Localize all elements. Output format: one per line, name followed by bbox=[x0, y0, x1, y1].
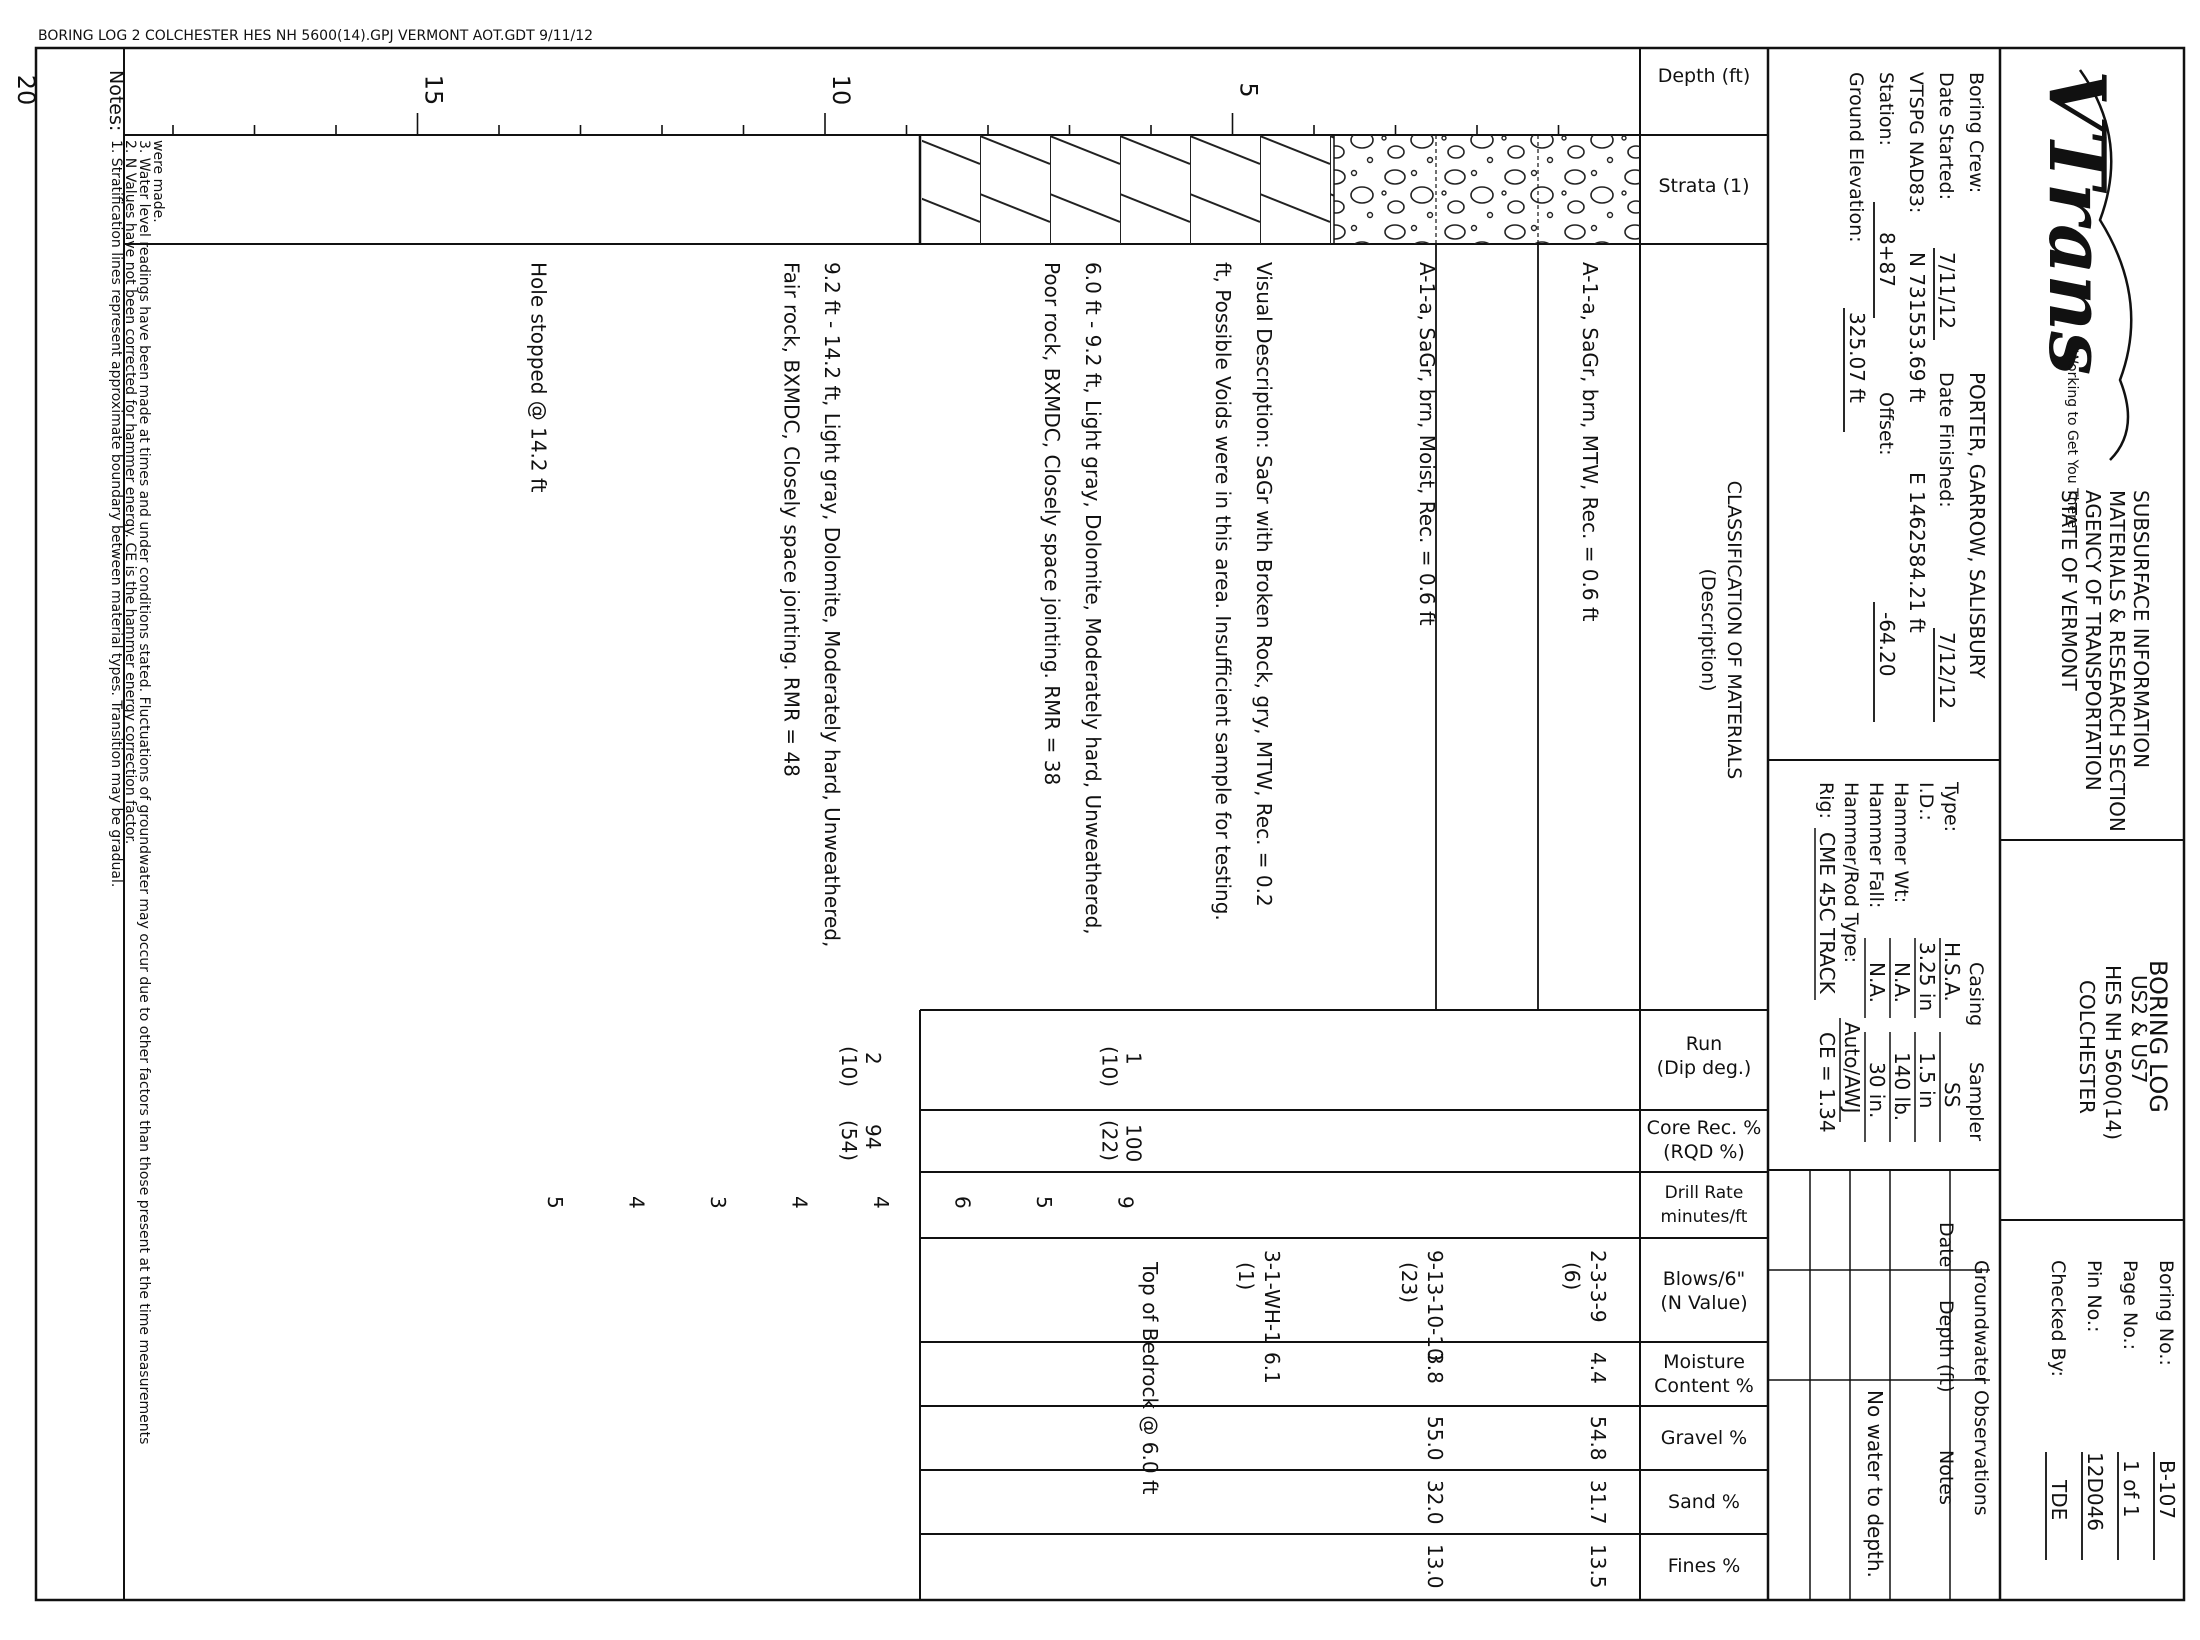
casing-id: 3.25 in bbox=[1915, 942, 1939, 1012]
boring-info bbox=[1844, 72, 1989, 722]
drill-header-1: Drill Rate bbox=[1664, 1183, 1744, 1203]
date-started-value: 7/11/12 bbox=[1935, 252, 1959, 330]
agency-line-4: SUBSURFACE INFORMATION bbox=[2129, 490, 2153, 769]
agency-line-1: STATE OF VERMONT bbox=[2057, 490, 2081, 691]
notes-label: Notes: bbox=[105, 70, 127, 132]
drill-rate-value: 4 bbox=[787, 1196, 812, 1209]
n-value: (6) bbox=[1560, 1262, 1585, 1291]
moisture-header-1: Moisture bbox=[1663, 1351, 1745, 1373]
easting-value: E 1462584.21 ft bbox=[1905, 472, 1929, 633]
depth-tick-label: 20 bbox=[12, 74, 40, 106]
description-line: A-1-a, SaGr, brn, Moist, Rec. = 0.6 ft bbox=[1414, 262, 1439, 626]
description-line: Poor rock, BXMDC, Closely space jointing. RMR = 38 bbox=[1040, 262, 1065, 786]
date-finished-label: Date Finished: bbox=[1935, 372, 1957, 508]
fines-value: 13.0 bbox=[1423, 1544, 1448, 1589]
sand-value: 32.0 bbox=[1423, 1480, 1448, 1525]
drill-rate-value: 5 bbox=[542, 1196, 567, 1209]
groundwater-title: Groundwater Observations bbox=[1970, 1260, 1992, 1516]
type-label: Type: bbox=[1940, 782, 1962, 833]
pin-no-value: 12D046 bbox=[2083, 1452, 2107, 1532]
sampler-id: 1.5 in bbox=[1915, 1052, 1939, 1109]
fines-header: Fines % bbox=[1667, 1555, 1741, 1577]
gravel-value: 54.8 bbox=[1586, 1416, 1611, 1461]
file-header: BORING LOG 2 COLCHESTER HES NH 5600(14).GPJ VERMONT AOT.GDT 9/11/12 bbox=[38, 28, 594, 44]
blows-header-1: Blows/6" bbox=[1662, 1268, 1746, 1290]
core-rqd: (54) bbox=[836, 1120, 861, 1162]
core-recovery: 94 bbox=[860, 1124, 885, 1150]
sand-header: Sand % bbox=[1668, 1491, 1740, 1513]
classification-header-2: (Description) bbox=[1697, 568, 1719, 692]
top-of-bedrock-label: Top of Bedrock @ 6.0 ft bbox=[1137, 1262, 1162, 1495]
log-grid bbox=[124, 48, 1768, 1600]
depth-scale bbox=[0, 75, 1640, 135]
depth-tick-label: 10 bbox=[827, 74, 855, 106]
equipment-info bbox=[1815, 781, 1987, 1142]
gw-notes-header: Notes bbox=[1935, 1450, 1957, 1505]
description-line: 9.2 ft - 14.2 ft, Light gray, Dolomite, Moderately hard, Unweathered, bbox=[820, 262, 844, 948]
moisture-value: 3.8 bbox=[1423, 1352, 1448, 1384]
note-4: were made. bbox=[150, 140, 166, 223]
sand-value: 31.7 bbox=[1586, 1480, 1611, 1525]
run-number: 1 bbox=[1121, 1052, 1146, 1065]
rig-value: CME 45C TRACK bbox=[1815, 832, 1839, 994]
agency-line-3: MATERIALS & RESEARCH SECTION bbox=[2105, 490, 2129, 832]
gw-note: No water to depth. bbox=[1863, 1390, 1887, 1578]
moisture-header-2: Content % bbox=[1654, 1375, 1754, 1397]
n-value: (1) bbox=[1234, 1262, 1259, 1291]
date-finished-value: 7/12/12 bbox=[1935, 632, 1959, 710]
casing-header: Casing bbox=[1965, 962, 1987, 1027]
agency-line-2: AGENCY OF TRANSPORTATION bbox=[2081, 490, 2105, 791]
boring-crew-label: Boring Crew: bbox=[1965, 72, 1987, 194]
id-label: I.D.: bbox=[1915, 782, 1937, 821]
casing-wt: N.A. bbox=[1890, 962, 1914, 1004]
drill-rate-value: 3 bbox=[705, 1196, 730, 1209]
project-line-1: COLCHESTER bbox=[2075, 980, 2099, 1114]
vtrans-logo bbox=[2031, 70, 2131, 528]
description-line: ft, Possible Voids were in this area. Insufficient sample for testing. bbox=[1211, 262, 1236, 921]
run-dip: (10) bbox=[836, 1046, 861, 1088]
core-header-2: (RQD %) bbox=[1663, 1141, 1745, 1163]
gravel-value: 55.0 bbox=[1423, 1416, 1448, 1461]
boring-no-label: Boring No.: bbox=[2155, 1260, 2177, 1366]
drill-rate-value: 5 bbox=[1031, 1196, 1056, 1209]
casing-fall: N.A. bbox=[1865, 962, 1889, 1004]
blows-header-2: (N Value) bbox=[1660, 1292, 1748, 1314]
page-no-label: Page No.: bbox=[2119, 1260, 2141, 1350]
depth-tick-label: 15 bbox=[419, 74, 448, 106]
checked-by-label: Checked By: bbox=[2047, 1260, 2069, 1377]
fines-value: 13.5 bbox=[1586, 1544, 1611, 1589]
column-headers bbox=[1647, 65, 1762, 1577]
hammer-wt-label: Hammer Wt: bbox=[1890, 782, 1912, 904]
northing-value: N 731553.69 ft bbox=[1905, 252, 1929, 403]
depth-header: Depth (ft) bbox=[1657, 65, 1751, 87]
casing-type: H.S.A. bbox=[1940, 942, 1964, 1002]
sampler-wt: 140 lb. bbox=[1890, 1052, 1914, 1122]
drill-rate-value: 6 bbox=[950, 1196, 975, 1209]
checked-by-value: TDE bbox=[2047, 1480, 2071, 1521]
core-header-1: Core Rec. % bbox=[1646, 1117, 1762, 1139]
ce-value: CE = 1.34 bbox=[1815, 1032, 1839, 1133]
hammer-fall-label: Hammer Fall: bbox=[1865, 782, 1887, 909]
pin-no-label: Pin No.: bbox=[2083, 1260, 2105, 1333]
rod-type-value: Auto/AWJ bbox=[1840, 1022, 1864, 1114]
run-data bbox=[837, 1046, 1146, 1162]
depth-tick-label: 5 bbox=[1234, 82, 1263, 98]
drill-rate-value: 4 bbox=[624, 1196, 649, 1209]
station-label: Station: bbox=[1875, 72, 1897, 146]
note-3: 3. Water level readings have been made at times and under conditions stated. Fluctuations of groundwater may occur due to other factors than those present at the time measurements bbox=[136, 140, 152, 1445]
moisture-value: 6.1 bbox=[1260, 1352, 1285, 1384]
strata-header: Strata (1) bbox=[1658, 175, 1750, 197]
run-number: 2 bbox=[860, 1052, 885, 1065]
core-rqd: (22) bbox=[1097, 1120, 1122, 1162]
notes bbox=[108, 140, 166, 1444]
classification-header-1: CLASSIFICATION OF MATERIALS bbox=[1723, 480, 1745, 780]
drill-rate-value: 9 bbox=[1113, 1196, 1138, 1209]
description-line: Hole stopped @ 14.2 ft bbox=[526, 262, 551, 493]
project-line-2: HES NH 5600(14) bbox=[2101, 965, 2125, 1141]
drill-rate-data bbox=[543, 1196, 1138, 1209]
boring-log-title: BORING LOG bbox=[2144, 960, 2172, 1113]
sampler-fall: 30 in. bbox=[1865, 1062, 1889, 1119]
logo-wordmark: VTrans bbox=[2031, 70, 2122, 376]
rod-type-label: Hammer/Rod Type: bbox=[1840, 782, 1862, 963]
note-1: 1. Stratification lines represent approximate boundary between material types. Transition may be gradual. bbox=[108, 140, 124, 888]
n-value: (23) bbox=[1397, 1262, 1422, 1304]
date-started-label: Date Started: bbox=[1935, 72, 1957, 201]
description-line: Fair rock, BXMDC, Closely space jointing. RMR = 48 bbox=[779, 262, 804, 777]
run-header-2: (Dip deg.) bbox=[1656, 1057, 1752, 1079]
description-line: A-1-a, SaGr, brn, MTW, Rec. = 0.6 ft bbox=[1577, 262, 1602, 622]
vtspg-label: VTSPG NAD83: bbox=[1905, 72, 1927, 214]
sampler-header: Sampler bbox=[1965, 1062, 1987, 1142]
ground-elev-value: 325.07 ft bbox=[1845, 312, 1869, 403]
gw-depth-header: Depth (ft) bbox=[1935, 1300, 1957, 1393]
strata-bedrock bbox=[922, 135, 1334, 244]
groundwater-observations bbox=[1970, 1260, 1992, 1516]
gw-date-header: Date bbox=[1935, 1222, 1957, 1268]
run-dip: (10) bbox=[1097, 1046, 1122, 1088]
sample-data bbox=[1234, 1250, 1610, 1589]
blows-value: 9-13-10-10 bbox=[1423, 1250, 1448, 1361]
page-no-value: 1 of 1 bbox=[2119, 1460, 2143, 1518]
blows-value: 3-1-WH-1 bbox=[1260, 1250, 1285, 1344]
drill-rate-value: 4 bbox=[868, 1196, 893, 1209]
project-line-3: US2 & US7 bbox=[2127, 975, 2151, 1084]
blows-value: 2-3-3-9 bbox=[1586, 1250, 1611, 1323]
moisture-value: 4.4 bbox=[1586, 1352, 1611, 1384]
strata-soil bbox=[1334, 135, 1640, 244]
offset-label: Offset: bbox=[1875, 392, 1897, 456]
gravel-header: Gravel % bbox=[1660, 1427, 1748, 1449]
note-2: 2. N Values have not been corrected for hammer energy. CE is the hammer energy correction factor. bbox=[122, 140, 138, 845]
offset-value: -64.20 bbox=[1875, 612, 1899, 677]
description-line: Visual Description: SaGr with Broken Rock, gry, MTW, Rec. = 0.2 bbox=[1251, 262, 1276, 907]
rig-label: Rig: bbox=[1815, 782, 1837, 819]
boring-no-value: B-107 bbox=[2155, 1460, 2179, 1520]
sampler-type: SS bbox=[1940, 1082, 1964, 1108]
drill-header-2: minutes/ft bbox=[1660, 1207, 1748, 1227]
description-line: 6.0 ft - 9.2 ft, Light gray, Dolomite, Moderately hard, Unweathered, bbox=[1080, 262, 1105, 935]
run-header-1: Run bbox=[1685, 1033, 1723, 1055]
boring-crew-value: PORTER, GARROW, SALISBURY bbox=[1965, 372, 1989, 679]
core-recovery: 100 bbox=[1121, 1124, 1146, 1163]
classification-descriptions bbox=[527, 262, 1602, 947]
ground-elev-label: Ground Elevation: bbox=[1845, 72, 1867, 243]
station-value: 8+87 bbox=[1875, 232, 1899, 287]
logo-tagline: Working to Get You There bbox=[2064, 350, 2080, 529]
